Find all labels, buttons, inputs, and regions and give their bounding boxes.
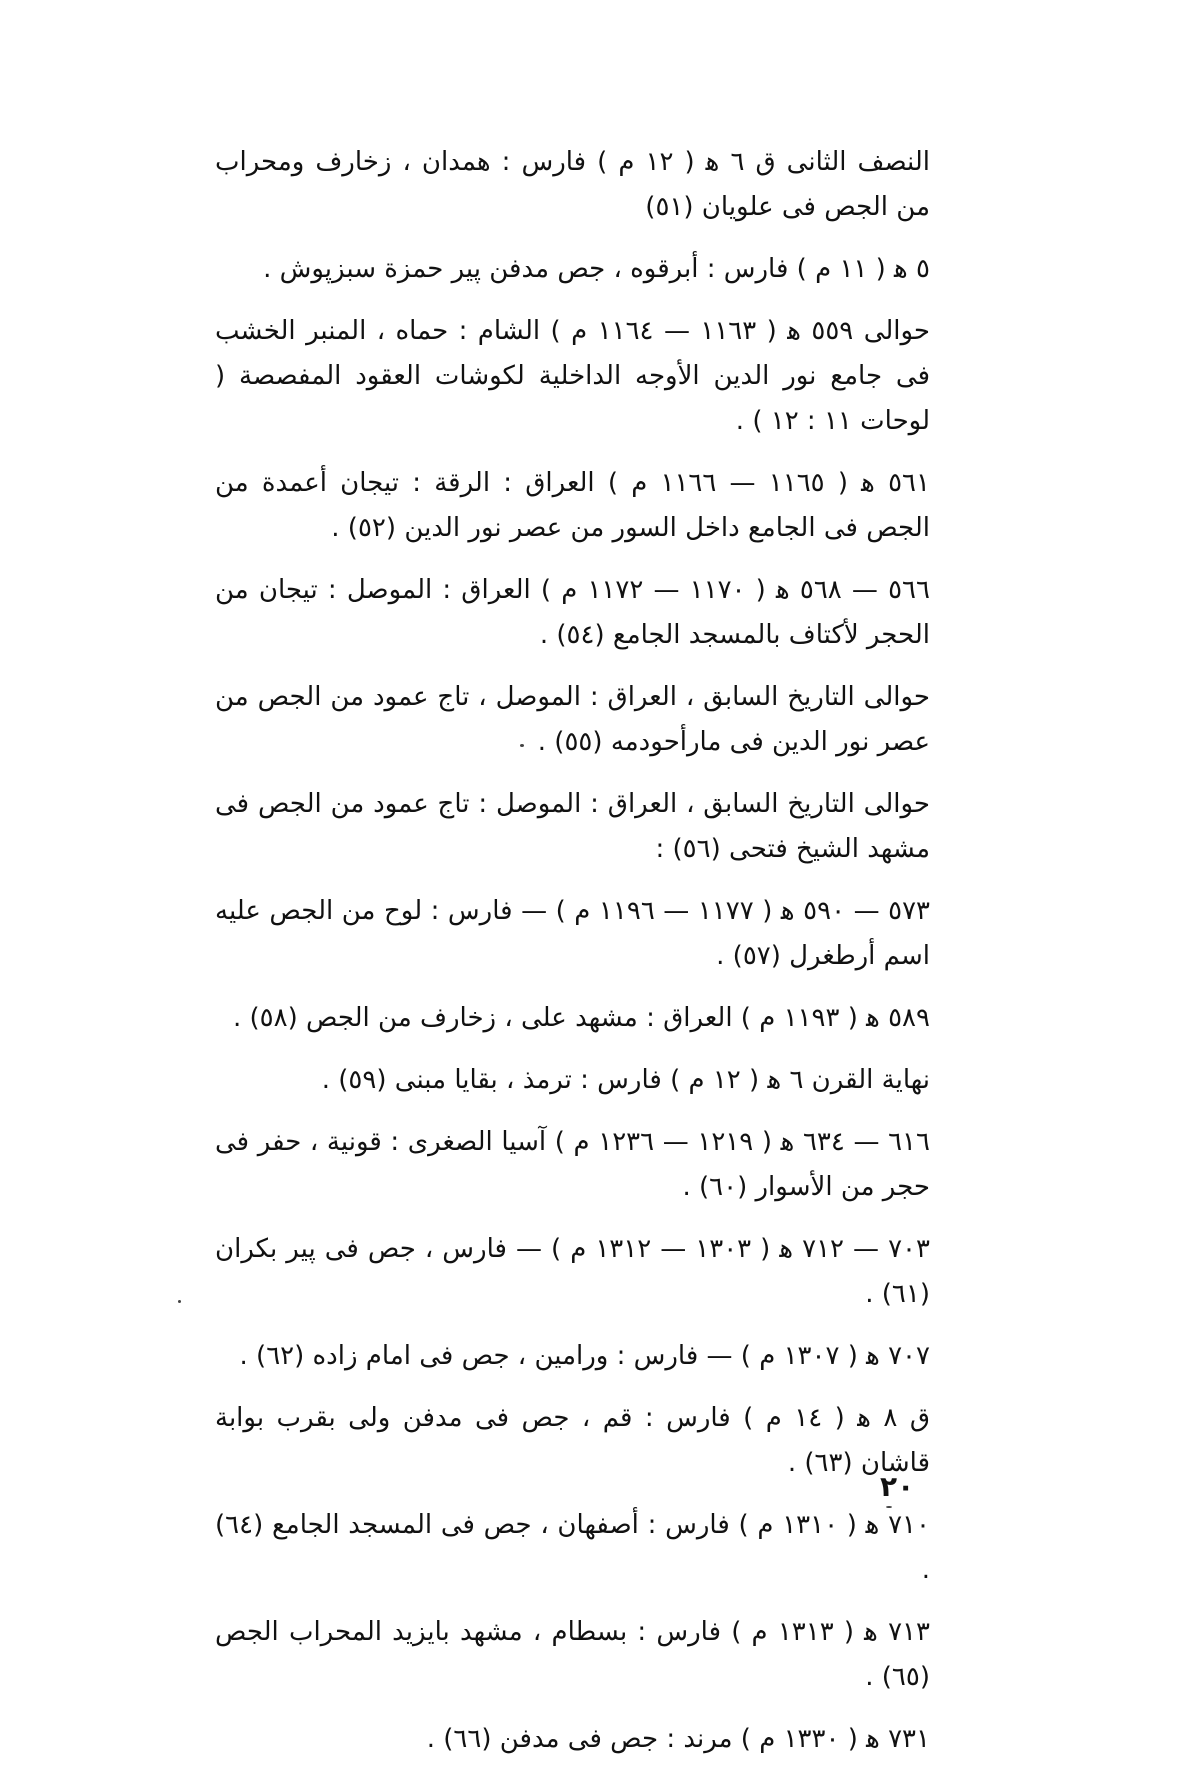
scan-speck [520,744,524,747]
entry-4: ٥٦١ ﻫ ( ١١٦٥ — ١١٦٦ م ) العراق : الرقة : تيجان أعمدة من الجص فى الجامع داخل السور من عصر نور الدين (٥٢) . [215,468,930,543]
page-body [215,140,930,1779]
entry-11: ٦١٦ — ٦٣٤ ﻫ ( ١٢١٩ — ١٢٣٦ م ) آسيا الصغرى : قونية ، حفر فى حجر من الأسوار (٦٠) . [215,1127,930,1202]
entry-2: ٥ ﻫ ( ١١ م ) فارس : أبرقوه ، جص مدفن پير حمزة سبزپوش . [263,254,930,284]
entry-1: النصف الثانى ق ٦ ﻫ ( ١٢ م ) فارس : همدان ، زخارف ومحراب من الجص فى علويان (٥١) [215,147,930,222]
entry-8: ٥٧٣ — ٥٩٠ ﻫ ( ١١٧٧ — ١١٩٦ م ) — فارس : لوح من الجص عليه اسم أرطغرل (٥٧) . [215,896,931,971]
entry-15: ٧١٠ ﻫ ( ١٣١٠ م ) فارس : أصفهان ، جص فى المسجد الجامع (٦٤) . [215,1510,930,1585]
page-number: ٢٠ [880,1470,915,1503]
entry-10: نهاية القرن ٦ ﻫ ( ١٢ م ) فارس : ترمذ ، بقايا مبنى (٥٩) . [321,1065,930,1095]
entry-13: ٧٠٧ ﻫ ( ١٣٠٧ م ) — فارس : ورامين ، جص فى امام زاده (٦٢) . [239,1341,930,1371]
entry-3: حوالى ٥٥٩ ﻫ ( ١١٦٣ — ١١٦٤ م ) الشام : حماه ، المنبر الخشب فى جامع نور الدين الأوجه الداخلية لكوشات العقود المفصصة ( لوحات ١١ : ١٢ ) . [215,316,931,436]
entry-12: ٧٠٣ — ٧١٢ ﻫ ( ١٣٠٣ — ١٣١٢ م ) — فارس ، جص فى پير بكران (٦١) . [215,1234,930,1309]
entry-7: حوالى التاريخ السابق ، العراق : الموصل : تاج عمود من الجص فى مشهد الشيخ فتحى (٥٦) : [215,789,930,864]
entry-9: ٥٨٩ ﻫ ( ١١٩٣ م ) العراق : مشهد على ، زخارف من الجص (٥٨) . [232,1003,930,1033]
entry-17: ٧٣١ ﻫ ( ١٣٣٠ م ) مرند : جص فى مدفن (٦٦) . [426,1724,930,1754]
scan-speck [178,1300,181,1303]
entry-14: ق ٨ ﻫ ( ١٤ م ) فارس : قم ، جص فى مدفن ولى بقرب بوابة قاشان (٦٣) . [215,1403,931,1478]
entry-6: حوالى التاريخ السابق ، العراق : الموصل ، تاج عمود من الجص من عصر نور الدين فى مارأحودمه (٥٥) . [215,682,930,757]
entry-5: ٥٦٦ — ٥٦٨ ﻫ ( ١١٧٠ — ١١٧٢ م ) العراق : الموصل : تيجان من الحجر لأكتاف بالمسجد الجامع (٥٤) . [215,575,930,650]
entry-16: ٧١٣ ﻫ ( ١٣١٣ م ) فارس : بسطام ، مشهد بايزيد المحراب الجص (٦٥) . [215,1617,930,1692]
scan-speck [886,1506,892,1508]
